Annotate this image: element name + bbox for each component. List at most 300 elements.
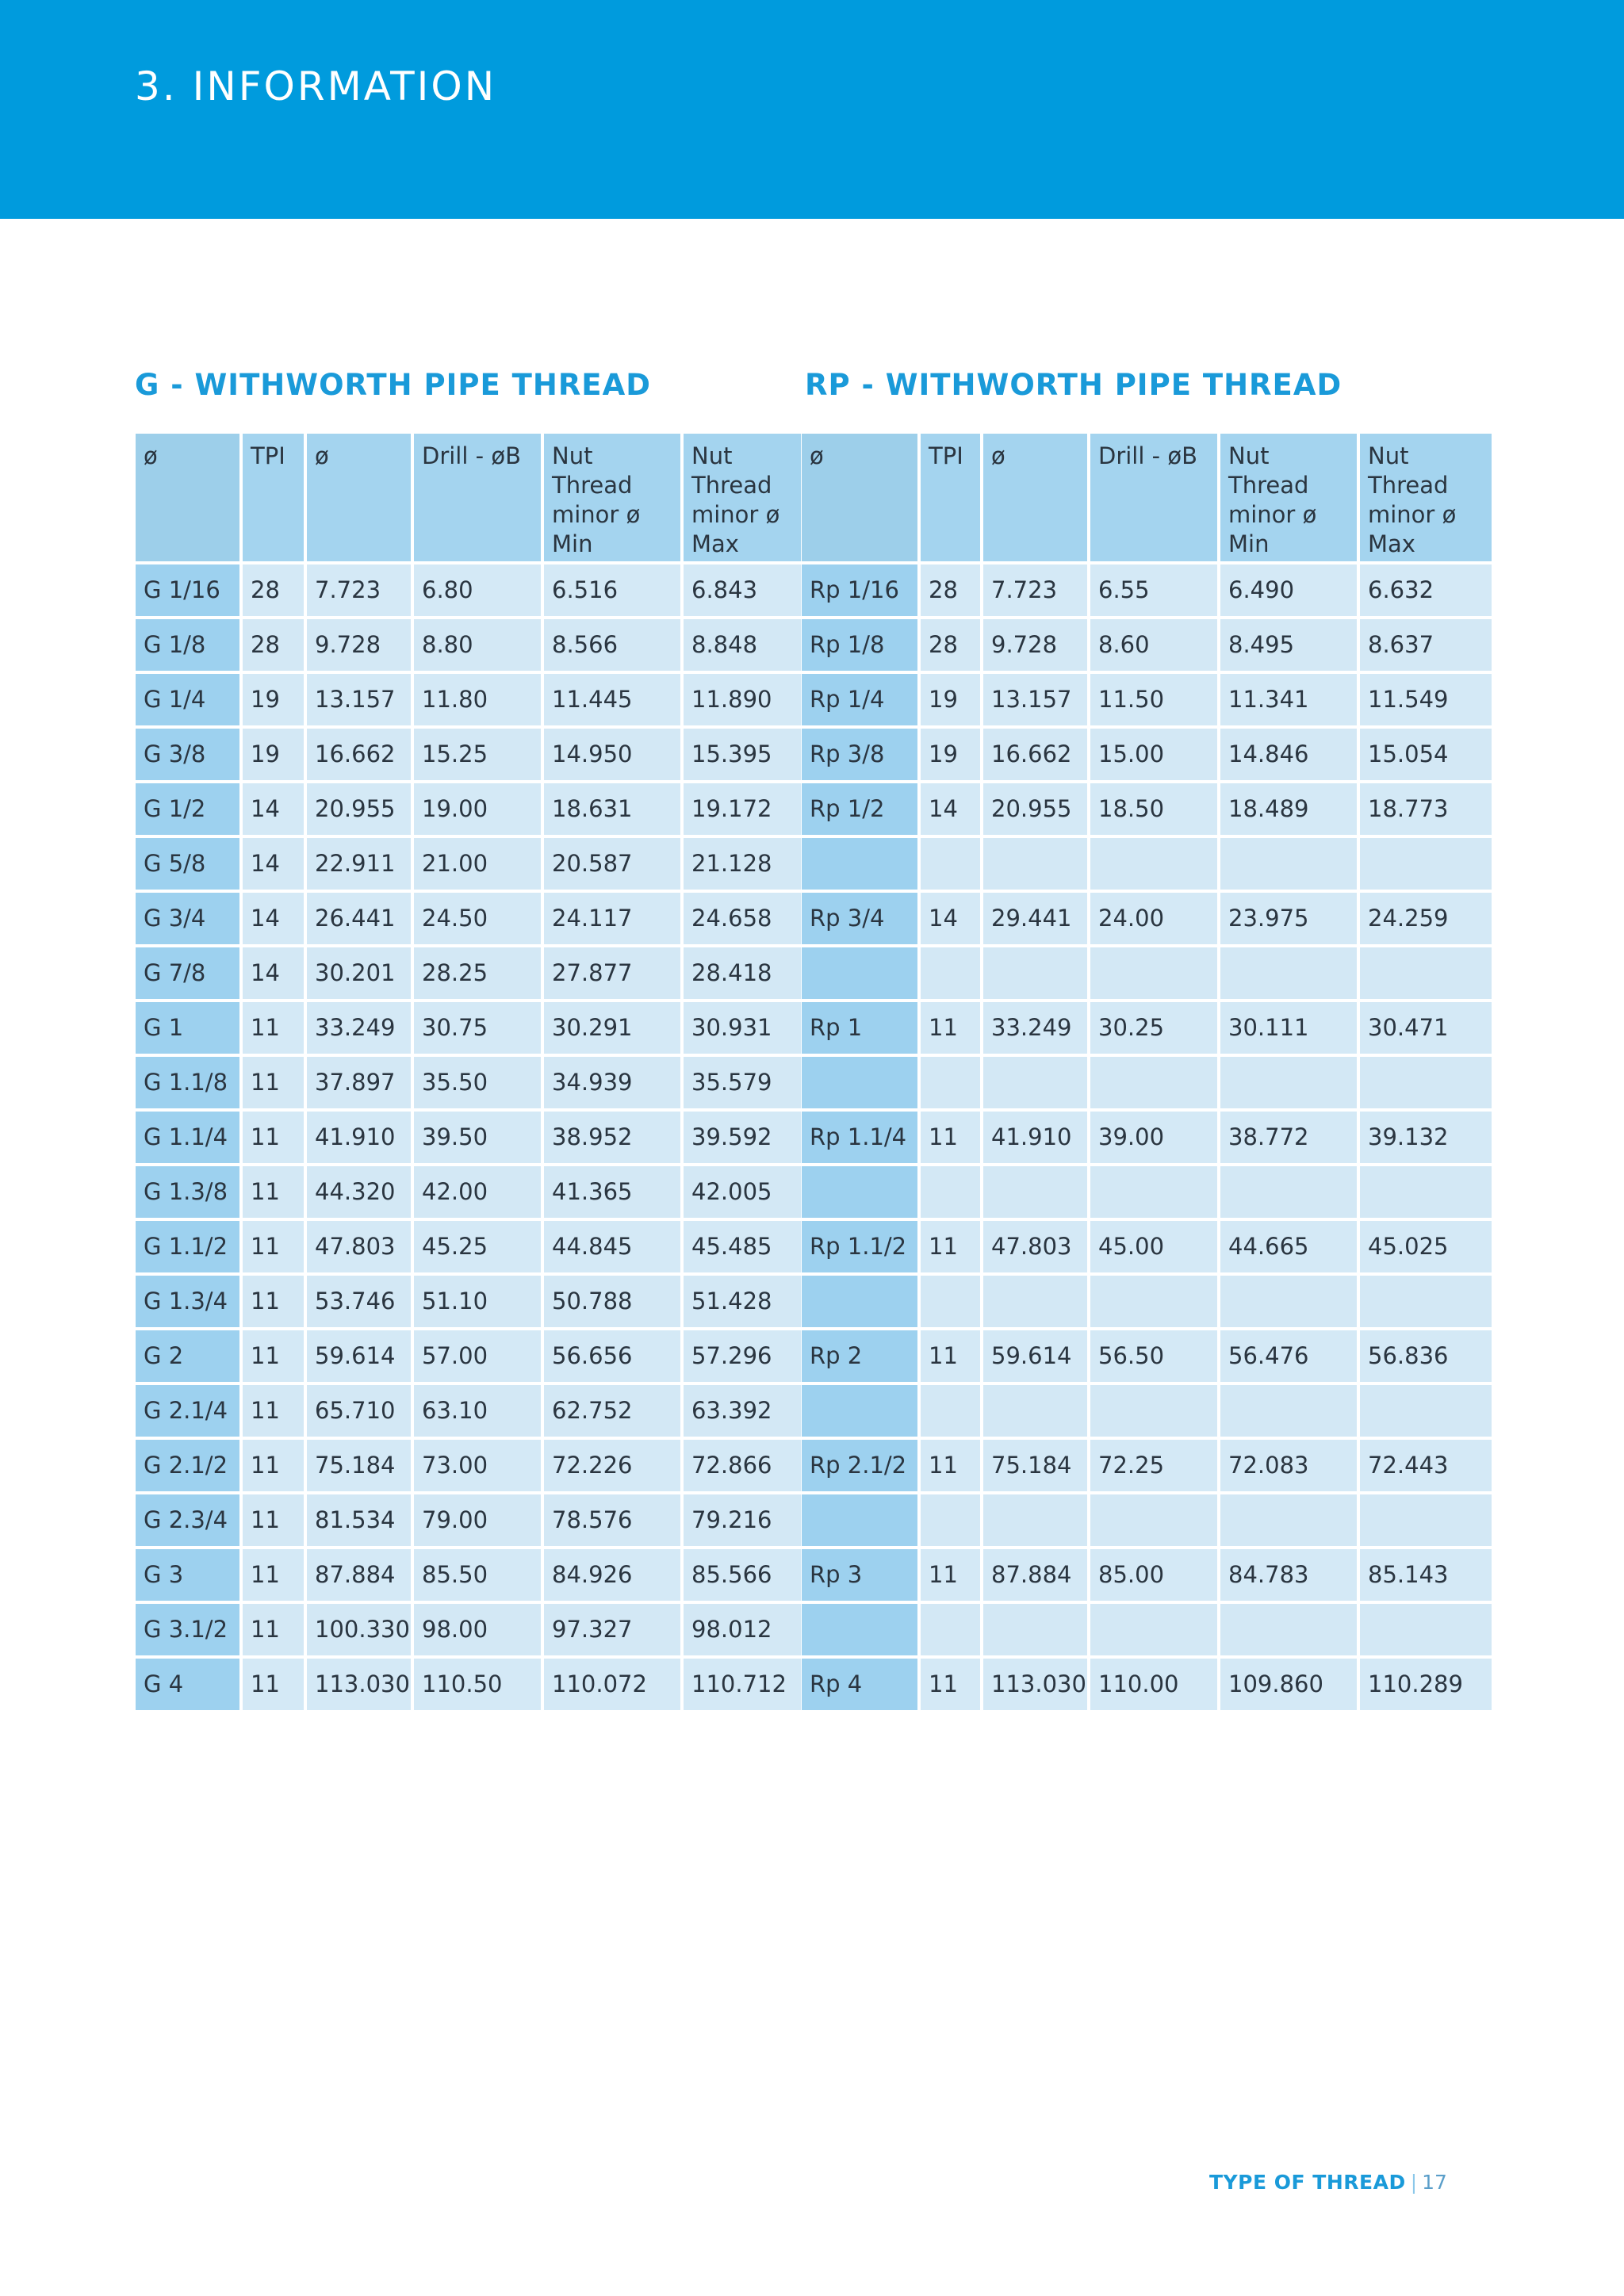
table-row bbox=[802, 1604, 1492, 1659]
table-row bbox=[802, 838, 1492, 893]
table-cell: 28.25 bbox=[414, 947, 541, 1002]
table-cell: 11 bbox=[243, 1494, 304, 1549]
table-cell bbox=[983, 838, 1087, 893]
table-cell: 63.392 bbox=[684, 1385, 801, 1440]
table-cell: 19 bbox=[243, 674, 304, 729]
table-cell bbox=[1090, 1604, 1217, 1659]
table-cell: 11.341 bbox=[1220, 674, 1357, 729]
table-cell: 44.665 bbox=[1220, 1221, 1357, 1276]
table-cell: 15.25 bbox=[414, 729, 541, 783]
footer bbox=[1209, 2171, 1447, 2194]
table-cell: 20.955 bbox=[983, 783, 1087, 838]
table-cell: 19 bbox=[243, 729, 304, 783]
table-cell: 14 bbox=[243, 893, 304, 947]
table-cell: 50.788 bbox=[544, 1276, 680, 1330]
table-cell: 6.632 bbox=[1360, 564, 1492, 619]
g-table-title: G - WITHWORTH PIPE THREAD bbox=[135, 368, 651, 402]
table-cell: 11 bbox=[921, 1221, 980, 1276]
table-cell bbox=[983, 947, 1087, 1002]
table-cell: 11.890 bbox=[684, 674, 801, 729]
table-cell: 85.00 bbox=[1090, 1549, 1217, 1604]
table-cell: 47.803 bbox=[307, 1221, 411, 1276]
table-cell: 6.80 bbox=[414, 564, 541, 619]
table-cell bbox=[1090, 1166, 1217, 1221]
page-title: 3. INFORMATION bbox=[135, 63, 497, 109]
thread-size-cell: G 2 bbox=[136, 1330, 239, 1385]
table-row bbox=[136, 619, 801, 674]
table-cell bbox=[983, 1057, 1087, 1112]
table-header-row bbox=[802, 434, 1492, 564]
table-cell: 11 bbox=[243, 1002, 304, 1057]
column-header: ø bbox=[307, 434, 411, 564]
table-cell: 11 bbox=[921, 1112, 980, 1166]
thread-size-cell: G 2.1/4 bbox=[136, 1385, 239, 1440]
table-row bbox=[136, 1440, 801, 1494]
table-cell: 47.803 bbox=[983, 1221, 1087, 1276]
table-cell: 81.534 bbox=[307, 1494, 411, 1549]
table-cell: 16.662 bbox=[307, 729, 411, 783]
table-cell: 84.783 bbox=[1220, 1549, 1357, 1604]
table-cell: 85.143 bbox=[1360, 1549, 1492, 1604]
thread-size-cell: Rp 1 bbox=[802, 1002, 917, 1057]
thread-size-cell: Rp 3/8 bbox=[802, 729, 917, 783]
table-cell: 14 bbox=[243, 947, 304, 1002]
table-cell bbox=[1360, 947, 1492, 1002]
table-row bbox=[802, 1330, 1492, 1385]
table-cell: 11 bbox=[243, 1385, 304, 1440]
table-row bbox=[136, 1166, 801, 1221]
table-cell: 113.030 bbox=[307, 1659, 411, 1713]
table-row bbox=[136, 1385, 801, 1440]
table-cell: 56.50 bbox=[1090, 1330, 1217, 1385]
table-cell: 6.843 bbox=[684, 564, 801, 619]
thread-size-cell: G 2.1/2 bbox=[136, 1440, 239, 1494]
table-cell: 73.00 bbox=[414, 1440, 541, 1494]
thread-size-cell: G 3.1/2 bbox=[136, 1604, 239, 1659]
table-cell: 11 bbox=[921, 1549, 980, 1604]
table-row bbox=[136, 1330, 801, 1385]
table-cell: 15.054 bbox=[1360, 729, 1492, 783]
table-cell: 109.860 bbox=[1220, 1659, 1357, 1713]
thread-size-cell bbox=[802, 1057, 917, 1112]
table-cell: 51.10 bbox=[414, 1276, 541, 1330]
footer-separator: | bbox=[1410, 2171, 1418, 2194]
rp-table-title: RP - WITHWORTH PIPE THREAD bbox=[805, 368, 1342, 402]
table-cell: 38.952 bbox=[544, 1112, 680, 1166]
table-cell: 65.710 bbox=[307, 1385, 411, 1440]
table-cell bbox=[1220, 1494, 1357, 1549]
column-header: Drill - øB bbox=[414, 434, 541, 564]
table-cell: 30.291 bbox=[544, 1002, 680, 1057]
table-cell: 41.910 bbox=[983, 1112, 1087, 1166]
column-header: ø bbox=[983, 434, 1087, 564]
table-row bbox=[136, 893, 801, 947]
table-cell: 56.476 bbox=[1220, 1330, 1357, 1385]
thread-size-cell: Rp 2.1/2 bbox=[802, 1440, 917, 1494]
table-cell bbox=[921, 1057, 980, 1112]
table-cell: 21.128 bbox=[684, 838, 801, 893]
table-row bbox=[136, 729, 801, 783]
table-cell bbox=[1090, 1276, 1217, 1330]
thread-size-cell: Rp 1.1/2 bbox=[802, 1221, 917, 1276]
table-cell: 87.884 bbox=[983, 1549, 1087, 1604]
table-cell: 8.848 bbox=[684, 619, 801, 674]
thread-size-cell: G 1/4 bbox=[136, 674, 239, 729]
table-row bbox=[136, 1549, 801, 1604]
table-cell: 14.846 bbox=[1220, 729, 1357, 783]
table-cell: 18.631 bbox=[544, 783, 680, 838]
table-cell: 41.365 bbox=[544, 1166, 680, 1221]
rp-thread-table bbox=[799, 434, 1495, 1713]
column-header: Nut Thread minor ø Max bbox=[1360, 434, 1492, 564]
table-cell: 110.712 bbox=[684, 1659, 801, 1713]
table-header-row bbox=[136, 434, 801, 564]
table-cell: 6.55 bbox=[1090, 564, 1217, 619]
table-cell: 28 bbox=[243, 619, 304, 674]
thread-size-cell: Rp 2 bbox=[802, 1330, 917, 1385]
table-cell: 11 bbox=[243, 1221, 304, 1276]
table-cell: 110.00 bbox=[1090, 1659, 1217, 1713]
table-cell: 110.072 bbox=[544, 1659, 680, 1713]
column-header: Nut Thread minor ø Min bbox=[1220, 434, 1357, 564]
table-cell: 20.587 bbox=[544, 838, 680, 893]
table-cell: 38.772 bbox=[1220, 1112, 1357, 1166]
table-cell: 33.249 bbox=[983, 1002, 1087, 1057]
table-cell: 19 bbox=[921, 729, 980, 783]
table-cell: 51.428 bbox=[684, 1276, 801, 1330]
table-cell bbox=[983, 1276, 1087, 1330]
table-cell: 8.566 bbox=[544, 619, 680, 674]
table-cell bbox=[1220, 1604, 1357, 1659]
table-cell bbox=[983, 1385, 1087, 1440]
table-cell: 72.083 bbox=[1220, 1440, 1357, 1494]
table-row bbox=[802, 1494, 1492, 1549]
table-cell bbox=[1360, 1166, 1492, 1221]
table-cell bbox=[983, 1604, 1087, 1659]
table-cell bbox=[1220, 1276, 1357, 1330]
table-row bbox=[802, 729, 1492, 783]
table-cell bbox=[921, 1494, 980, 1549]
table-row bbox=[802, 1440, 1492, 1494]
thread-size-cell: Rp 1/16 bbox=[802, 564, 917, 619]
table-cell: 79.216 bbox=[684, 1494, 801, 1549]
table-cell: 6.490 bbox=[1220, 564, 1357, 619]
table-cell: 35.579 bbox=[684, 1057, 801, 1112]
table-cell bbox=[921, 1604, 980, 1659]
table-cell bbox=[921, 1385, 980, 1440]
table-cell: 11 bbox=[921, 1440, 980, 1494]
table-cell: 11 bbox=[243, 1057, 304, 1112]
page-number: 17 bbox=[1422, 2171, 1447, 2194]
table-cell: 11 bbox=[243, 1276, 304, 1330]
table-cell: 45.485 bbox=[684, 1221, 801, 1276]
table-cell: 13.157 bbox=[307, 674, 411, 729]
column-header: ø bbox=[802, 434, 917, 564]
table-cell: 44.320 bbox=[307, 1166, 411, 1221]
table-cell: 59.614 bbox=[307, 1330, 411, 1385]
table-row bbox=[136, 1604, 801, 1659]
thread-size-cell bbox=[802, 947, 917, 1002]
table-cell: 113.030 bbox=[983, 1659, 1087, 1713]
table-cell bbox=[983, 1166, 1087, 1221]
thread-size-cell: G 5/8 bbox=[136, 838, 239, 893]
table-cell: 30.75 bbox=[414, 1002, 541, 1057]
table-cell: 11.80 bbox=[414, 674, 541, 729]
table-cell: 98.00 bbox=[414, 1604, 541, 1659]
table-cell: 45.25 bbox=[414, 1221, 541, 1276]
thread-size-cell: Rp 1/2 bbox=[802, 783, 917, 838]
table-cell: 35.50 bbox=[414, 1057, 541, 1112]
table-row bbox=[136, 1002, 801, 1057]
table-row bbox=[136, 1659, 801, 1713]
table-cell: 13.157 bbox=[983, 674, 1087, 729]
table-cell: 44.845 bbox=[544, 1221, 680, 1276]
thread-size-cell bbox=[802, 1604, 917, 1659]
thread-size-cell: Rp 1/8 bbox=[802, 619, 917, 674]
table-cell: 85.566 bbox=[684, 1549, 801, 1604]
table-cell bbox=[1090, 1057, 1217, 1112]
table-cell: 11.50 bbox=[1090, 674, 1217, 729]
thread-size-cell: G 1/16 bbox=[136, 564, 239, 619]
thread-size-cell: G 1.1/2 bbox=[136, 1221, 239, 1276]
table-row bbox=[802, 1276, 1492, 1330]
table-cell: 97.327 bbox=[544, 1604, 680, 1659]
table-cell: 11 bbox=[243, 1659, 304, 1713]
column-header: Drill - øB bbox=[1090, 434, 1217, 564]
table-cell bbox=[1360, 1604, 1492, 1659]
table-cell bbox=[1360, 838, 1492, 893]
table-cell: 28.418 bbox=[684, 947, 801, 1002]
thread-size-cell: G 7/8 bbox=[136, 947, 239, 1002]
table-cell: 39.00 bbox=[1090, 1112, 1217, 1166]
table-cell: 8.80 bbox=[414, 619, 541, 674]
table-row bbox=[802, 1057, 1492, 1112]
thread-size-cell bbox=[802, 838, 917, 893]
table-cell: 11 bbox=[243, 1330, 304, 1385]
table-row bbox=[136, 1276, 801, 1330]
column-header: Nut Thread minor ø Max bbox=[684, 434, 801, 564]
table-row bbox=[136, 1057, 801, 1112]
table-cell bbox=[1360, 1057, 1492, 1112]
table-cell: 11 bbox=[921, 1659, 980, 1713]
table-cell: 9.728 bbox=[307, 619, 411, 674]
table-cell: 23.975 bbox=[1220, 893, 1357, 947]
table-cell: 63.10 bbox=[414, 1385, 541, 1440]
table-cell: 29.441 bbox=[983, 893, 1087, 947]
thread-size-cell: Rp 3/4 bbox=[802, 893, 917, 947]
table-cell: 11 bbox=[243, 1112, 304, 1166]
table-cell: 53.746 bbox=[307, 1276, 411, 1330]
table-cell: 24.658 bbox=[684, 893, 801, 947]
table-cell: 22.911 bbox=[307, 838, 411, 893]
table-cell: 24.117 bbox=[544, 893, 680, 947]
table-cell: 37.897 bbox=[307, 1057, 411, 1112]
table-cell: 34.939 bbox=[544, 1057, 680, 1112]
table-cell: 14.950 bbox=[544, 729, 680, 783]
table-row bbox=[136, 783, 801, 838]
thread-size-cell bbox=[802, 1166, 917, 1221]
thread-size-cell: G 1.1/4 bbox=[136, 1112, 239, 1166]
table-cell: 85.50 bbox=[414, 1549, 541, 1604]
table-cell: 11 bbox=[243, 1440, 304, 1494]
table-cell: 72.866 bbox=[684, 1440, 801, 1494]
table-cell: 11 bbox=[243, 1549, 304, 1604]
table-cell: 20.955 bbox=[307, 783, 411, 838]
table-row bbox=[802, 564, 1492, 619]
table-row bbox=[802, 1221, 1492, 1276]
table-cell: 79.00 bbox=[414, 1494, 541, 1549]
table-row bbox=[136, 1112, 801, 1166]
table-row bbox=[802, 619, 1492, 674]
table-cell: 75.184 bbox=[983, 1440, 1087, 1494]
table-cell: 110.50 bbox=[414, 1659, 541, 1713]
table-cell: 33.249 bbox=[307, 1002, 411, 1057]
table-cell bbox=[1220, 1385, 1357, 1440]
table-cell: 42.005 bbox=[684, 1166, 801, 1221]
table-cell: 11 bbox=[921, 1330, 980, 1385]
table-cell bbox=[1090, 947, 1217, 1002]
table-cell: 18.773 bbox=[1360, 783, 1492, 838]
table-cell: 39.50 bbox=[414, 1112, 541, 1166]
table-cell: 8.60 bbox=[1090, 619, 1217, 674]
table-cell: 24.259 bbox=[1360, 893, 1492, 947]
table-cell: 7.723 bbox=[983, 564, 1087, 619]
table-cell: 72.226 bbox=[544, 1440, 680, 1494]
table-cell: 62.752 bbox=[544, 1385, 680, 1440]
table-cell: 11 bbox=[243, 1604, 304, 1659]
table-row bbox=[136, 838, 801, 893]
thread-size-cell: G 1.3/4 bbox=[136, 1276, 239, 1330]
thread-size-cell: G 3/4 bbox=[136, 893, 239, 947]
g-thread-table bbox=[132, 434, 804, 1713]
table-cell: 78.576 bbox=[544, 1494, 680, 1549]
table-cell: 30.25 bbox=[1090, 1002, 1217, 1057]
thread-size-cell: G 1 bbox=[136, 1002, 239, 1057]
thread-size-cell bbox=[802, 1494, 917, 1549]
table-cell bbox=[1220, 838, 1357, 893]
table-row bbox=[136, 674, 801, 729]
thread-size-cell: G 1/8 bbox=[136, 619, 239, 674]
thread-size-cell bbox=[802, 1385, 917, 1440]
table-cell: 8.495 bbox=[1220, 619, 1357, 674]
table-cell: 24.00 bbox=[1090, 893, 1217, 947]
table-cell bbox=[921, 1166, 980, 1221]
table-cell: 30.111 bbox=[1220, 1002, 1357, 1057]
thread-size-cell: Rp 1/4 bbox=[802, 674, 917, 729]
table-cell: 6.516 bbox=[544, 564, 680, 619]
table-row bbox=[802, 783, 1492, 838]
table-cell: 11 bbox=[243, 1166, 304, 1221]
footer-section-label: TYPE OF THREAD bbox=[1209, 2171, 1406, 2194]
column-header: Nut Thread minor ø Min bbox=[544, 434, 680, 564]
table-cell: 28 bbox=[921, 619, 980, 674]
table-cell bbox=[1360, 1494, 1492, 1549]
table-cell: 11 bbox=[921, 1002, 980, 1057]
table-cell: 30.931 bbox=[684, 1002, 801, 1057]
table-cell: 11.549 bbox=[1360, 674, 1492, 729]
table-cell bbox=[921, 838, 980, 893]
table-cell: 45.00 bbox=[1090, 1221, 1217, 1276]
table-cell: 30.201 bbox=[307, 947, 411, 1002]
thread-size-cell: G 1/2 bbox=[136, 783, 239, 838]
table-cell: 15.395 bbox=[684, 729, 801, 783]
table-cell bbox=[1360, 1276, 1492, 1330]
table-cell: 100.330 bbox=[307, 1604, 411, 1659]
table-cell: 11.445 bbox=[544, 674, 680, 729]
thread-size-cell: G 3 bbox=[136, 1549, 239, 1604]
table-cell: 9.728 bbox=[983, 619, 1087, 674]
header-band bbox=[0, 0, 1624, 219]
table-cell: 56.656 bbox=[544, 1330, 680, 1385]
table-cell: 21.00 bbox=[414, 838, 541, 893]
table-row bbox=[802, 1549, 1492, 1604]
table-cell: 72.25 bbox=[1090, 1440, 1217, 1494]
table-cell: 18.489 bbox=[1220, 783, 1357, 838]
table-cell: 57.00 bbox=[414, 1330, 541, 1385]
table-cell bbox=[921, 1276, 980, 1330]
table-cell: 15.00 bbox=[1090, 729, 1217, 783]
table-cell: 19.00 bbox=[414, 783, 541, 838]
thread-size-cell: Rp 4 bbox=[802, 1659, 917, 1713]
table-cell: 30.471 bbox=[1360, 1002, 1492, 1057]
table-cell: 24.50 bbox=[414, 893, 541, 947]
table-cell: 57.296 bbox=[684, 1330, 801, 1385]
table-cell: 16.662 bbox=[983, 729, 1087, 783]
table-cell: 72.443 bbox=[1360, 1440, 1492, 1494]
table-cell bbox=[921, 947, 980, 1002]
table-cell: 87.884 bbox=[307, 1549, 411, 1604]
thread-size-cell: G 3/8 bbox=[136, 729, 239, 783]
thread-size-cell: G 1.1/8 bbox=[136, 1057, 239, 1112]
thread-size-cell: Rp 3 bbox=[802, 1549, 917, 1604]
table-row bbox=[802, 947, 1492, 1002]
table-cell: 14 bbox=[921, 893, 980, 947]
table-row bbox=[136, 1221, 801, 1276]
table-cell: 45.025 bbox=[1360, 1221, 1492, 1276]
table-cell: 27.877 bbox=[544, 947, 680, 1002]
table-row bbox=[136, 947, 801, 1002]
table-cell bbox=[983, 1494, 1087, 1549]
table-cell: 28 bbox=[243, 564, 304, 619]
table-row bbox=[802, 674, 1492, 729]
column-header: ø bbox=[136, 434, 239, 564]
table-row bbox=[802, 1385, 1492, 1440]
table-row bbox=[802, 893, 1492, 947]
table-cell bbox=[1360, 1385, 1492, 1440]
table-cell: 14 bbox=[243, 838, 304, 893]
column-header: TPI bbox=[243, 434, 304, 564]
table-cell: 26.441 bbox=[307, 893, 411, 947]
table-cell: 110.289 bbox=[1360, 1659, 1492, 1713]
table-cell bbox=[1220, 947, 1357, 1002]
table-cell: 14 bbox=[243, 783, 304, 838]
thread-size-cell: G 4 bbox=[136, 1659, 239, 1713]
table-cell: 14 bbox=[921, 783, 980, 838]
thread-size-cell: Rp 1.1/4 bbox=[802, 1112, 917, 1166]
table-cell bbox=[1090, 1494, 1217, 1549]
table-cell: 19.172 bbox=[684, 783, 801, 838]
table-cell: 98.012 bbox=[684, 1604, 801, 1659]
table-cell bbox=[1090, 838, 1217, 893]
table-row bbox=[136, 1494, 801, 1549]
table-row bbox=[136, 564, 801, 619]
table-cell: 56.836 bbox=[1360, 1330, 1492, 1385]
table-cell: 84.926 bbox=[544, 1549, 680, 1604]
table-cell bbox=[1220, 1166, 1357, 1221]
table-cell: 39.592 bbox=[684, 1112, 801, 1166]
table-row bbox=[802, 1166, 1492, 1221]
table-cell: 42.00 bbox=[414, 1166, 541, 1221]
